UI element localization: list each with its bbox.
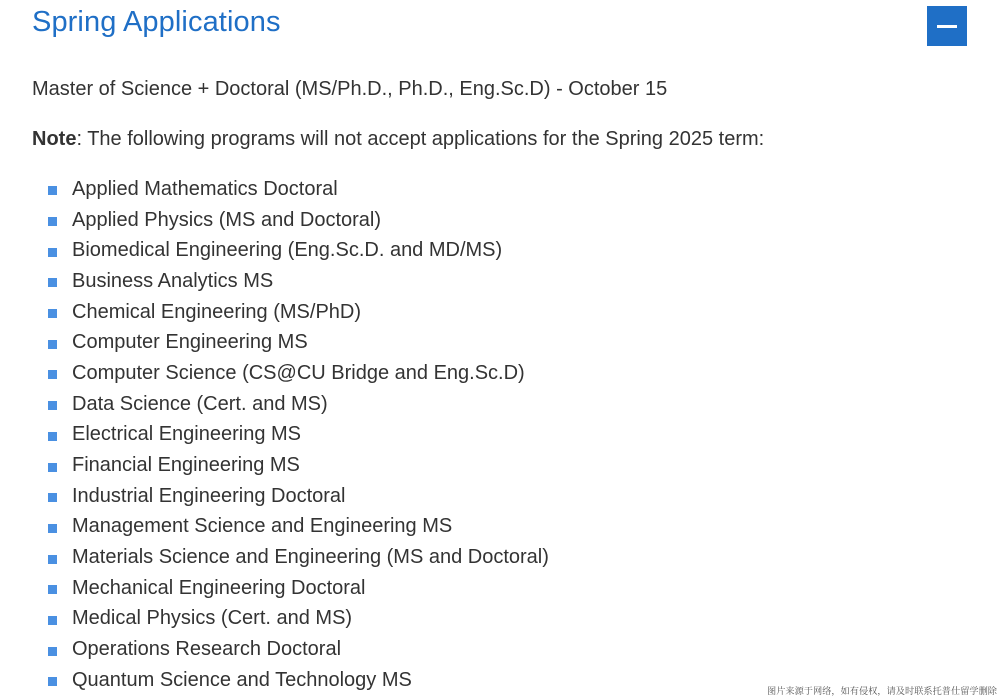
list-item xyxy=(48,174,549,205)
bullet-square-icon xyxy=(48,677,57,686)
list-item xyxy=(48,327,549,358)
note-text xyxy=(32,128,764,151)
bullet-square-icon xyxy=(48,493,57,502)
bullet-square-icon xyxy=(48,186,57,195)
list-item xyxy=(48,235,549,266)
program-name: Computer Science (CS@CU Bridge and Eng.Sc.D) xyxy=(72,361,525,384)
deadline-text: Master of Science + Doctoral (MS/Ph.D., Ph.D., Eng.Sc.D) - October 15 xyxy=(32,78,668,100)
watermark-text: 图片来源于网络，如有侵权，请及时联系托普仕留学删除 xyxy=(767,686,997,697)
program-name: Medical Physics (Cert. and MS) xyxy=(72,607,353,630)
bullet-square-icon xyxy=(48,248,57,257)
program-name: Financial Engineering MS xyxy=(72,454,300,477)
bullet-square-icon xyxy=(48,463,57,472)
program-name: Applied Mathematics Doctoral xyxy=(72,177,338,200)
list-item xyxy=(48,481,549,512)
note-label: Note xyxy=(32,128,77,150)
bullet-square-icon xyxy=(48,432,57,441)
list-item xyxy=(48,512,549,543)
program-name: Chemical Engineering (MS/PhD) xyxy=(72,300,362,323)
section-title: Spring Applications xyxy=(32,6,281,38)
note-body: : The following programs will not accept applications for the Spring 2025 term: xyxy=(76,128,765,150)
program-name: Computer Engineering MS xyxy=(72,331,308,354)
bullet-square-icon xyxy=(48,616,57,625)
collapse-button[interactable] xyxy=(927,6,967,46)
list-item xyxy=(48,297,549,328)
program-name: Industrial Engineering Doctoral xyxy=(72,484,346,507)
bullet-square-icon xyxy=(48,309,57,318)
program-name: Operations Research Doctoral xyxy=(72,638,342,661)
bullet-square-icon xyxy=(48,340,57,349)
bullet-square-icon xyxy=(48,217,57,226)
program-name: Materials Science and Engineering (MS and Doctoral) xyxy=(72,546,549,569)
list-item xyxy=(48,542,549,573)
program-name: Biomedical Engineering (Eng.Sc.D. and MD/MS) xyxy=(72,239,503,262)
program-name: Management Science and Engineering MS xyxy=(72,515,453,538)
bullet-square-icon xyxy=(48,401,57,410)
list-item xyxy=(48,205,549,236)
bullet-square-icon xyxy=(48,370,57,379)
list-item xyxy=(48,420,549,451)
program-name: Data Science (Cert. and MS) xyxy=(72,392,328,415)
list-item xyxy=(48,604,549,635)
list-item xyxy=(48,450,549,481)
bullet-square-icon xyxy=(48,585,57,594)
program-name: Business Analytics MS xyxy=(72,269,274,292)
list-item xyxy=(48,358,549,389)
bullet-square-icon xyxy=(48,647,57,656)
program-name: Applied Physics (MS and Doctoral) xyxy=(72,208,382,231)
program-name: Electrical Engineering MS xyxy=(72,423,301,446)
bullet-square-icon xyxy=(48,278,57,287)
program-list xyxy=(48,174,549,696)
list-item xyxy=(48,573,549,604)
minus-icon xyxy=(937,25,957,28)
list-item xyxy=(48,389,549,420)
program-name: Mechanical Engineering Doctoral xyxy=(72,576,366,599)
list-item xyxy=(48,266,549,297)
program-name: Quantum Science and Technology MS xyxy=(72,668,412,691)
list-item xyxy=(48,634,549,665)
bullet-square-icon xyxy=(48,524,57,533)
list-item xyxy=(48,665,549,696)
bullet-square-icon xyxy=(48,555,57,564)
